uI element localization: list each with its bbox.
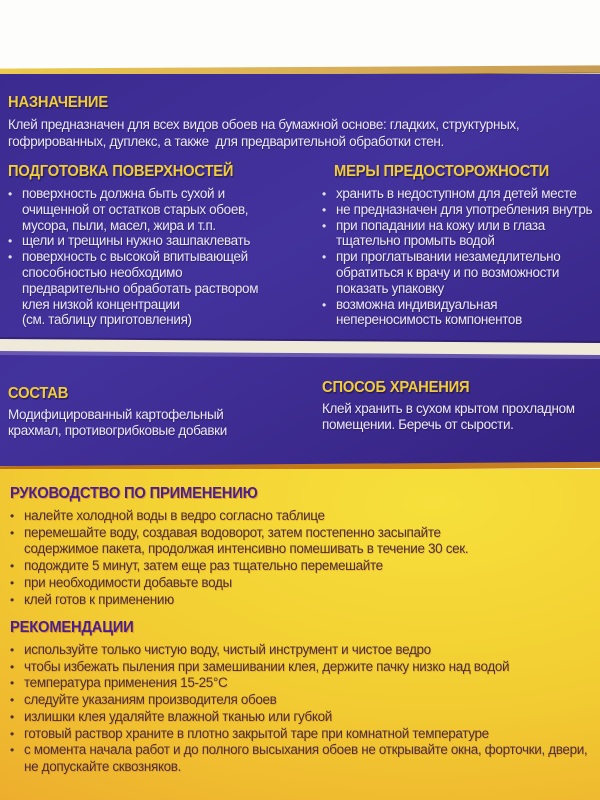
bullet-text [24, 709, 332, 726]
bullet-text [24, 692, 277, 709]
bullet-dot: • [322, 218, 327, 233]
bullet-dot: • [10, 525, 15, 540]
rukovodstvo-bullet-list [10, 508, 598, 608]
bullet-item [322, 218, 600, 250]
bullet-dot: • [10, 592, 15, 607]
text-line: чтобы избежать пыления при замешивании клея, держите пачку низко над водой [24, 658, 510, 674]
naznachenie-paragraph [8, 116, 519, 150]
text-line: гофрированных, дуплекс, а также для предварительной обработки стен. [8, 134, 444, 149]
section-rukovodstvo-po-primeneniyu [10, 485, 598, 608]
bullet-dot: • [10, 509, 15, 523]
text-line: используйте только чистую воду, чистый инструмент и чистое ведро [24, 642, 431, 657]
bullet-item [10, 742, 598, 775]
bullet-text [336, 186, 577, 202]
podgotovka-bullet-list [8, 186, 318, 328]
bullet-text [24, 592, 174, 609]
section-title-sposob: СПОСОБ ХРАНЕНИЯ [322, 379, 470, 396]
section-mery-predostorozhnosti [322, 163, 600, 328]
bullet-text [24, 575, 232, 592]
bullet-item [10, 709, 598, 726]
bullet-dot: • [10, 693, 15, 708]
bullet-text [24, 508, 325, 525]
text-line: тщательно промыть водой [336, 233, 495, 249]
bullet-text [22, 249, 258, 328]
section-title-mery: МЕРЫ ПРЕДОСТОРОЖНОСТИ [334, 163, 550, 180]
text-line: налейте холодной воды в ведро согласно таблице [24, 508, 325, 523]
text-line: температура применения 15-25°С [24, 675, 228, 691]
text-line: поверхность должна быть сухой и [22, 186, 225, 201]
text-line: содержимое пакета, продолжая интенсивно помешивать в течение 30 сек. [24, 541, 469, 557]
bullet-item [10, 508, 598, 525]
text-line: при попадании на кожу или в глаза [336, 217, 545, 233]
bullet-dot: • [322, 187, 327, 201]
bullet-dot: • [10, 643, 15, 657]
text-line: мусора, пыли, масел, жира и т.п. [22, 217, 216, 233]
bullet-item [10, 558, 598, 575]
text-line: (см. таблицу приготовления) [22, 312, 192, 328]
bullet-dot: • [322, 250, 327, 265]
bullet-text [336, 249, 560, 296]
text-line: щели и трещины нужно зашпаклевать [22, 233, 251, 249]
bullet-text [336, 202, 592, 218]
sposob-paragraph [322, 401, 575, 433]
bullet-item [322, 186, 600, 202]
mery-bullet-list [322, 186, 600, 328]
text-line: крахмал, противогрибковые добавки [8, 423, 227, 439]
bullet-text [24, 675, 227, 692]
bullet-item [322, 202, 600, 218]
bullet-item [8, 233, 318, 249]
bullet-text [24, 659, 509, 676]
text-line: Модифицированный картофельный [8, 407, 224, 422]
text-line: способностью необходимо [22, 264, 183, 280]
text-line: не допускайте сквозняков. [24, 758, 182, 774]
yellow-panel [0, 469, 600, 800]
text-line: при проглатывании незамедлительно [336, 249, 561, 265]
bullet-text [24, 525, 468, 558]
text-line: Клей хранить в сухом крытом прохладном [322, 401, 575, 416]
bullet-item [10, 659, 598, 676]
bullet-item [10, 692, 598, 709]
text-line: помещении. Беречь от сырости. [322, 417, 514, 433]
section-title-rekomendacii: РЕКОМЕНДАЦИИ [10, 619, 134, 636]
bullet-text [24, 742, 587, 775]
white-stripe [0, 339, 600, 355]
sostav-paragraph [8, 407, 227, 439]
bullet-dot: • [10, 676, 15, 691]
purple-panel [0, 74, 600, 466]
section-rekomendacii [10, 619, 598, 776]
section-podgotovka-poverkhnostey [8, 163, 318, 328]
text-line: обратиться к врачу и по возможности [336, 264, 560, 280]
bullet-item [322, 297, 600, 329]
text-line: перемешайте воду, создавая водоворот, затем постепенно засыпайте [24, 524, 441, 540]
text-line: с момента начала работ и до полного высыхания обоев не открывайте окна, форточки, двери, [24, 742, 588, 758]
bullet-dot: • [10, 743, 15, 758]
text-line: показать упаковку [336, 280, 444, 296]
bullet-text [24, 558, 383, 575]
bullet-item [8, 186, 318, 233]
text-line: следуйте указаниям производителя обоев [24, 692, 277, 708]
text-line: поверхность с высокой впитывающей [22, 249, 248, 265]
bullet-dot: • [10, 709, 15, 724]
bullet-dot: • [8, 234, 13, 249]
bullet-dot: • [8, 187, 13, 201]
bullet-dot: • [10, 559, 15, 574]
bullet-dot: • [10, 726, 15, 741]
section-title-rukovodstvo: РУКОВОДСТВО ПО ПРИМЕНЕНИЮ [10, 485, 258, 502]
bullet-dot: • [10, 659, 15, 674]
section-title-podgotovka: ПОДГОТОВКА ПОВЕРХНОСТЕЙ [8, 163, 234, 180]
bullet-text [22, 186, 248, 233]
text-line: очищенной от остатков старых обоев, [22, 201, 249, 217]
bullet-dot: • [10, 575, 15, 590]
bullet-text [336, 218, 545, 250]
text-line: готовый раствор храните в плотно закрытой таре при комнатной температуре [24, 725, 489, 741]
text-line: при необходимости добавьте воды [24, 574, 232, 590]
bullet-text [24, 642, 431, 659]
text-line: предварительно обработать раствором [22, 280, 259, 296]
text-line: возможна индивидуальная [336, 296, 498, 312]
bullet-item [10, 726, 598, 743]
section-title-naznachenie: НАЗНАЧЕНИЕ [8, 94, 108, 111]
rekomendacii-bullet-list [10, 642, 598, 776]
section-sostav [8, 385, 227, 439]
text-line: непереносимость компонентов [336, 312, 522, 328]
text-line: не предназначен для употребления внутрь [336, 201, 593, 217]
bullet-item [10, 592, 598, 609]
text-line: клея низкой концентрации [22, 296, 180, 312]
bullet-text [336, 297, 522, 329]
section-naznachenie [8, 94, 519, 150]
text-line: подождите 5 минут, затем еще раз тщательно перемешайте [24, 558, 383, 574]
bullet-item [10, 642, 598, 659]
bullet-dot: • [322, 202, 327, 217]
text-line: излишки клея удаляйте влажной тканью или губкой [24, 708, 332, 724]
text-line: клей готов к применению [24, 591, 174, 607]
bullet-item [8, 249, 318, 328]
bullet-dot: • [8, 250, 13, 265]
section-sposob-khraneniya [322, 379, 575, 433]
bullet-dot: • [322, 297, 327, 312]
section-title-sostav: СОСТАВ [8, 385, 69, 402]
bullet-item [10, 675, 598, 692]
bullet-item [322, 249, 600, 296]
text-line: хранить в недоступном для детей месте [336, 186, 577, 201]
bullet-text [24, 726, 489, 743]
bullet-item [10, 525, 598, 558]
bullet-text [22, 233, 250, 249]
text-line: Клей предназначен для всех видов обоев на бумажной основе: гладких, структурных, [8, 117, 520, 132]
bullet-item [10, 575, 598, 592]
